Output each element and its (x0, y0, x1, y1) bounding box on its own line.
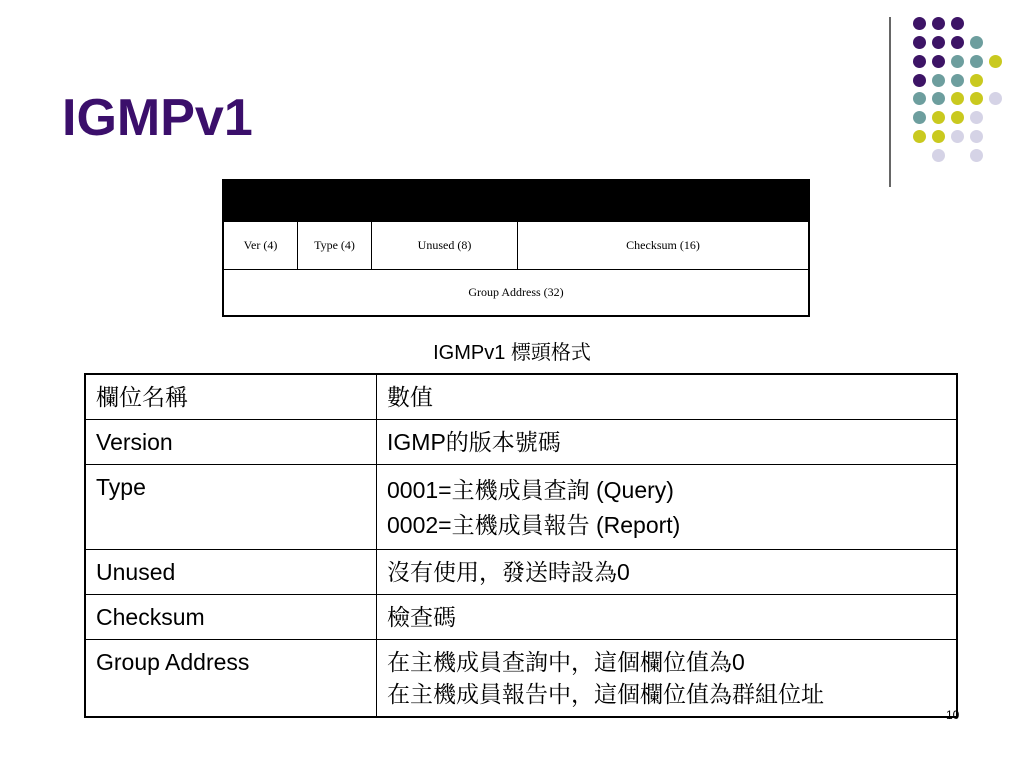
dot (989, 92, 1002, 105)
table-header-row (85, 374, 957, 420)
dot (951, 74, 964, 87)
dot (913, 111, 926, 124)
field-value (377, 595, 958, 640)
dot (932, 130, 945, 143)
dot (932, 36, 945, 49)
field-name: Type (85, 465, 377, 550)
dot (913, 130, 926, 143)
value-line: 沒有使用，發送時設為0 (387, 559, 630, 585)
header-field-checksum: Checksum (16) (626, 238, 700, 252)
dot (951, 17, 964, 30)
dot (951, 36, 964, 49)
value-line: 在主機成員查詢中，這個欄位值為0 (387, 649, 745, 675)
value-line: 0001=主機成員查詢 (Query) (387, 477, 674, 503)
dot (932, 92, 945, 105)
table-row (85, 595, 957, 640)
diagram-caption: IGMPv1 標頭格式 (433, 342, 591, 364)
dot (932, 55, 945, 68)
header-row-1 (224, 222, 808, 270)
field-value (377, 550, 958, 595)
dot (951, 92, 964, 105)
dot (913, 92, 926, 105)
field-name: Checksum (85, 595, 377, 640)
slide-title: IGMPv1 (62, 89, 253, 147)
header-field-unused: Unused (8) (372, 222, 518, 269)
field-value (377, 465, 958, 550)
value-line: 檢查碼 (387, 604, 456, 630)
header-field-ver: Ver (4) (224, 222, 298, 269)
divider-line (889, 17, 891, 187)
table-row (85, 550, 957, 595)
dot (970, 36, 983, 49)
dot (970, 111, 983, 124)
dot (989, 55, 1002, 68)
dot (951, 130, 964, 143)
dot (951, 55, 964, 68)
table-row (85, 420, 957, 465)
field-name: Version (85, 420, 377, 465)
table-row (85, 465, 957, 550)
field-name: Group Address (85, 640, 377, 718)
field-value (377, 640, 958, 718)
header-bit-ruler (224, 181, 808, 222)
dot (913, 55, 926, 68)
fields-table (84, 373, 958, 718)
dot (970, 74, 983, 87)
dot (970, 55, 983, 68)
value-line: IGMP的版本號碼 (387, 429, 561, 455)
value-line: 在主機成員報告中，這個欄位值為群組位址 (387, 681, 824, 707)
value-line: 0002=主機成員報告 (Report) (387, 512, 681, 538)
dot (913, 74, 926, 87)
dot (932, 149, 945, 162)
column-header-field-name: 欄位名稱 (85, 374, 377, 420)
column-header-value: 數值 (377, 374, 958, 420)
header-field-type: Type (4) (298, 222, 372, 269)
dot (932, 17, 945, 30)
field-value (377, 420, 958, 465)
igmp-header-diagram (222, 179, 810, 317)
dot (970, 149, 983, 162)
field-name: Unused (85, 550, 377, 595)
dot (932, 111, 945, 124)
dot (970, 130, 983, 143)
page-number: 10 (946, 708, 960, 722)
dot (932, 74, 945, 87)
dot (951, 111, 964, 124)
table-row (85, 640, 957, 718)
dot (970, 92, 983, 105)
dot (913, 36, 926, 49)
header-field-group-address: Group Address (32) (468, 284, 564, 299)
dot (913, 17, 926, 30)
